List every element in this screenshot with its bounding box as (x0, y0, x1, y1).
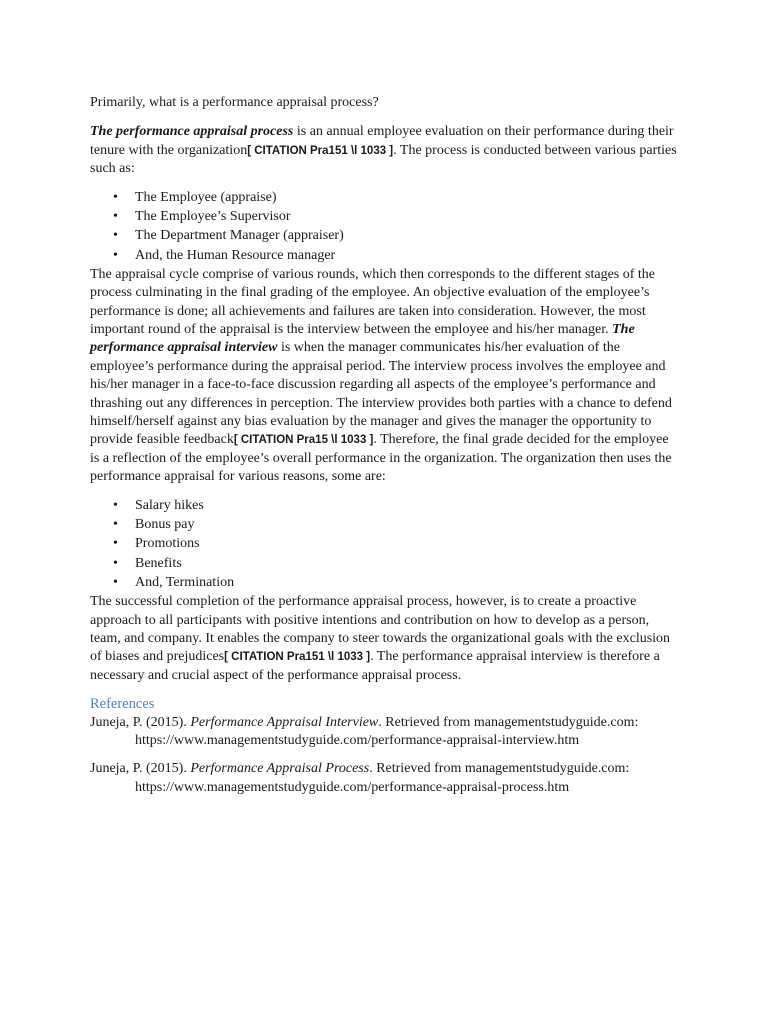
paragraph-text: . The process is conducted between various parties such as: (90, 142, 677, 177)
paragraph-appraisal-cycle (90, 266, 678, 487)
paragraph-text: is when the manager communicates his/her evaluation of the employee’s performance during the appraisal period. The interview process involves the employee and his/her manager in a face-to-face discussion regarding all aspects of the employee’s performance and thrashing out any differences in perception. The interview provides both parties with a chance to defend himself/herself against any bias evaluation by the manager and gives the manager the opportunity to provide feasible feedback (90, 340, 672, 448)
term-appraisal-interview: The performance appraisal interview (90, 322, 635, 356)
bullet-icon: • (113, 555, 118, 571)
term-appraisal-process: The performance appraisal process (90, 124, 294, 140)
list-item: • And, Termination (113, 574, 678, 593)
reference-title: Performance Appraisal Process (190, 761, 370, 777)
list-item: • The Employee (appraise) (113, 189, 678, 208)
question-heading: Primarily, what is a performance appraisal process? (90, 95, 379, 110)
bullet-icon: • (113, 189, 118, 205)
list-item: • Benefits (113, 555, 678, 574)
list-item: • Promotions (113, 535, 678, 554)
bullet-icon: • (113, 574, 118, 590)
list-item: • And, the Human Resource manager (113, 247, 678, 266)
bullet-icon: • (113, 247, 118, 263)
reference-title: Performance Appraisal Interview (190, 714, 379, 730)
list-item: • The Department Manager (appraiser) (113, 227, 678, 246)
citation-field: [ CITATION Pra151 \l 1033 ] (224, 651, 371, 664)
paragraph-conclusion (90, 593, 678, 685)
paragraph-definition (90, 123, 678, 178)
parties-list (90, 189, 678, 266)
bullet-icon: • (113, 497, 118, 513)
references-heading: References (90, 696, 155, 713)
paragraph-text: . Therefore, the final grade decided for the employee is a reflection of the employee’s overall performance in the organization. The organization then uses the performance appraisal for various reasons, some are: (90, 432, 672, 485)
paragraph-text: . The performance appraisal interview is therefore a necessary and crucial aspect of the performance appraisal process. (90, 649, 660, 683)
list-item: • Bonus pay (113, 516, 678, 535)
bullet-icon: • (113, 208, 118, 224)
citation-field: [ CITATION Pra15 \l 1033 ] (233, 434, 374, 447)
bullet-icon: • (113, 228, 118, 244)
paragraph-text: is an annual employee evaluation on their performance during their tenure with the organization (90, 124, 674, 158)
citation-field: [ CITATION Pra151 \l 1033 ] (247, 144, 394, 157)
reference-entry: Juneja, P. (2015). Performance Appraisal Process. Retrieved from managementstudyguide.com: https://www.managementstudyguide.com/performance-appraisal-process.htm (90, 761, 630, 795)
paragraph-text: The successful completion of the performance appraisal process, however, is to create a proactive approach to all participants with positive intentions and contribution on how to develop as a person, team, and company. It enables the company to steer towards the organizational goals with the exclusion of biases and prejudices (90, 594, 671, 665)
list-item: • The Employee’s Supervisor (113, 208, 678, 227)
reasons-list (90, 497, 678, 593)
reference-entry: Juneja, P. (2015). Performance Appraisal Interview. Retrieved from managementstudyguide.com: https://www.managementstudyguide.com/performance-appraisal-interview.htm (90, 714, 639, 749)
list-item: • Salary hikes (113, 497, 678, 516)
paragraph-text: The appraisal cycle comprise of various rounds, which then corresponds to the different stages of the process culminating in the final grading of the employee. An objective evaluation of the employee’s performance is done; all achievements and failures are taken into consideration. However, the most important round of the appraisal is the interview between the employee and his/her manager. (90, 266, 656, 338)
bullet-icon: • (113, 536, 118, 552)
bullet-icon: • (113, 516, 118, 532)
